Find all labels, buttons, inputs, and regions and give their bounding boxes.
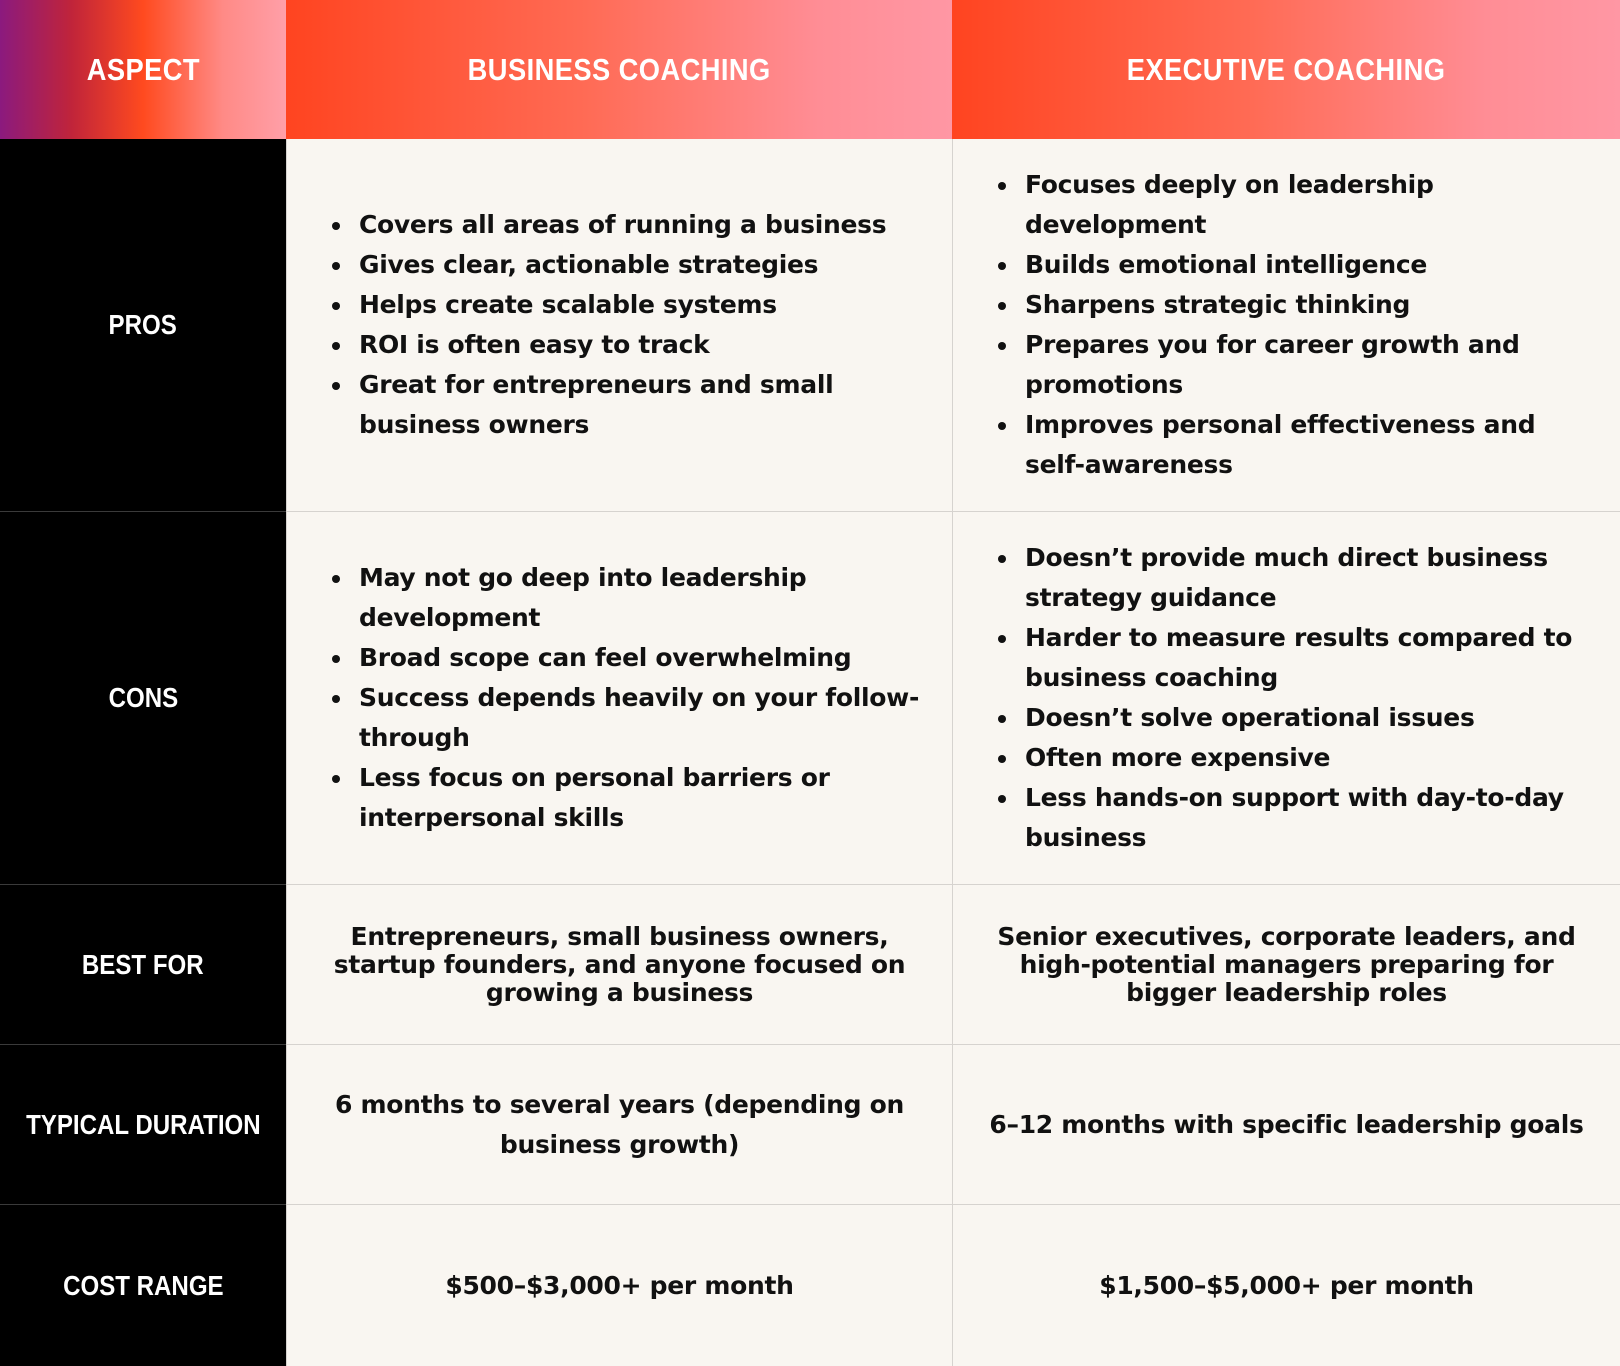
- list-item: Helps create scalable systems: [359, 285, 886, 325]
- best-for-business-text: Entrepreneurs, small business owners, startup founders, and anyone focused on growing a business: [333, 921, 906, 1007]
- cost-business-cell: [286, 1205, 952, 1366]
- row-label-cost-range-text: COST RANGE: [62, 1269, 224, 1301]
- row-label-cons: [0, 512, 286, 885]
- list-item: Less hands-on support with day-to-day business: [1025, 778, 1585, 858]
- row-label-typical-duration: [0, 1045, 286, 1205]
- row-label-best-for-text: BEST FOR: [82, 948, 204, 980]
- list-item: Covers all areas of running a business: [359, 205, 886, 245]
- list-item: Doesn’t solve operational issues: [1025, 698, 1585, 738]
- cons-business-list: [287, 558, 929, 838]
- list-item: Often more expensive: [1025, 738, 1585, 778]
- duration-executive-cell: [952, 1045, 1620, 1205]
- cons-executive-list: [953, 538, 1585, 858]
- pros-executive-cell: [952, 139, 1620, 512]
- best-for-executive-cell: [952, 885, 1620, 1045]
- row-label-typical-duration-text: TYPICAL DURATION: [25, 1108, 261, 1140]
- list-item: ROI is often easy to track: [359, 325, 886, 365]
- list-item: Focuses deeply on leadership development: [1025, 165, 1485, 245]
- header-aspect: [0, 0, 286, 139]
- list-item: Great for entrepreneurs and small business owners: [359, 365, 879, 445]
- header-business-coaching: [286, 0, 952, 139]
- duration-business-text: 6 months to several years (depending on business growth): [335, 1089, 904, 1159]
- row-label-cost-range: [0, 1205, 286, 1366]
- row-label-pros-text: PROS: [108, 309, 178, 340]
- duration-executive-text: 6–12 months with specific leadership goals: [989, 1109, 1584, 1139]
- list-item: Harder to measure results compared to business coaching: [1025, 618, 1585, 698]
- cost-executive-text: $1,500–$5,000+ per month: [1099, 1270, 1474, 1300]
- best-for-executive-text: Senior executives, corporate leaders, and high-potential managers preparing for bigger leadership roles: [997, 921, 1576, 1007]
- header-business-coaching-label: BUSINESS COACHING: [467, 51, 771, 87]
- header-executive-coaching-label: EXECUTIVE COACHING: [1126, 51, 1446, 87]
- cost-business-text: $500–$3,000+ per month: [445, 1270, 794, 1300]
- cost-executive-cell: [952, 1205, 1620, 1366]
- pros-business-list: [287, 205, 886, 445]
- list-item: Less focus on personal barriers or interpersonal skills: [359, 758, 859, 838]
- cons-business-cell: [286, 512, 952, 885]
- list-item: Improves personal effectiveness and self-awareness: [1025, 405, 1565, 485]
- row-label-cons-text: CONS: [108, 682, 178, 713]
- list-item: Success depends heavily on your follow-through: [359, 678, 929, 758]
- header-executive-coaching: [952, 0, 1620, 139]
- list-item: Builds emotional intelligence: [1025, 245, 1565, 285]
- list-item: Broad scope can feel overwhelming: [359, 638, 929, 678]
- pros-executive-list: [953, 165, 1565, 485]
- list-item: Doesn’t provide much direct business strategy guidance: [1025, 538, 1585, 618]
- row-label-best-for: [0, 885, 286, 1045]
- list-item: Gives clear, actionable strategies: [359, 245, 886, 285]
- list-item: Sharpens strategic thinking: [1025, 285, 1565, 325]
- header-aspect-label: ASPECT: [86, 51, 200, 87]
- cons-executive-cell: [952, 512, 1620, 885]
- list-item: Prepares you for career growth and promotions: [1025, 325, 1545, 405]
- list-item: May not go deep into leadership development: [359, 558, 819, 638]
- best-for-business-cell: [286, 885, 952, 1045]
- row-label-pros: [0, 139, 286, 512]
- duration-business-cell: [286, 1045, 952, 1205]
- pros-business-cell: [286, 139, 952, 512]
